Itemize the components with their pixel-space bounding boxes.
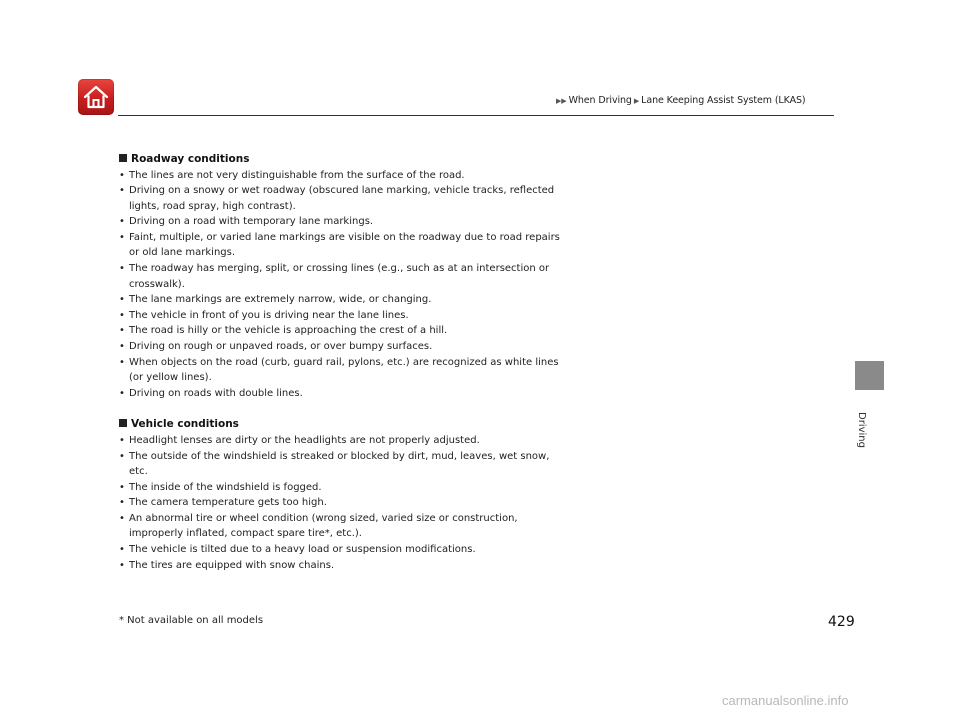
main-content xyxy=(119,152,569,589)
breadcrumb-item-when-driving[interactable]: When Driving xyxy=(568,95,632,106)
list-item: • The inside of the windshield is fogged. xyxy=(119,480,569,496)
breadcrumb-arrow-icon: ▶ xyxy=(633,97,640,105)
section-heading: Vehicle conditions xyxy=(119,417,569,433)
list-item: • The lines are not very distinguishable from the surface of the road. xyxy=(119,168,569,184)
list-item: • The roadway has merging, split, or crossing lines (e.g., such as at an intersection or crosswalk). xyxy=(119,261,569,292)
list-item: • An abnormal tire or wheel condition (wrong sized, varied size or construction, improperly inflated, compact spare tire*, etc.). xyxy=(119,511,569,542)
watermark: carmanualsonline.info xyxy=(722,693,849,708)
list-item: • Driving on a road with temporary lane markings. xyxy=(119,214,569,230)
bullet-list xyxy=(119,433,569,573)
section-vehicle-conditions xyxy=(119,417,569,573)
list-item: • When objects on the road (curb, guard rail, pylons, etc.) are recognized as white lines (or yellow lines). xyxy=(119,355,569,386)
chapter-tab-label: Driving xyxy=(856,412,867,448)
list-item: • The vehicle is tilted due to a heavy load or suspension modifications. xyxy=(119,542,569,558)
breadcrumb xyxy=(556,95,806,106)
list-item: • Driving on a snowy or wet roadway (obscured lane marking, vehicle tracks, reflected lights, road spray, high contrast). xyxy=(119,183,569,214)
chapter-tab[interactable] xyxy=(855,361,884,390)
list-item: • Driving on roads with double lines. xyxy=(119,386,569,402)
breadcrumb-arrow-icon: ▶▶ xyxy=(556,97,567,105)
list-item: • The lane markings are extremely narrow, wide, or changing. xyxy=(119,292,569,308)
home-button[interactable] xyxy=(78,79,114,115)
header-divider xyxy=(118,115,834,116)
list-item: • The camera temperature gets too high. xyxy=(119,495,569,511)
home-icon xyxy=(83,85,109,109)
square-bullet-icon xyxy=(119,154,127,162)
section-heading: Roadway conditions xyxy=(119,152,569,168)
breadcrumb-item-lkas[interactable]: Lane Keeping Assist System (LKAS) xyxy=(641,95,806,106)
square-bullet-icon xyxy=(119,419,127,427)
list-item: • The road is hilly or the vehicle is approaching the crest of a hill. xyxy=(119,323,569,339)
section-roadway-conditions xyxy=(119,152,569,401)
bullet-list xyxy=(119,168,569,402)
list-item: • Faint, multiple, or varied lane markings are visible on the roadway due to road repairs or old lane markings. xyxy=(119,230,569,261)
list-item: • The outside of the windshield is streaked or blocked by dirt, mud, leaves, wet snow, etc. xyxy=(119,449,569,480)
list-item: • Headlight lenses are dirty or the headlights are not properly adjusted. xyxy=(119,433,569,449)
list-item: • The vehicle in front of you is driving near the lane lines. xyxy=(119,308,569,324)
list-item: • The tires are equipped with snow chains. xyxy=(119,558,569,574)
page-number: 429 xyxy=(828,614,855,630)
list-item: • Driving on rough or unpaved roads, or over bumpy surfaces. xyxy=(119,339,569,355)
footnote: * Not available on all models xyxy=(119,615,264,626)
